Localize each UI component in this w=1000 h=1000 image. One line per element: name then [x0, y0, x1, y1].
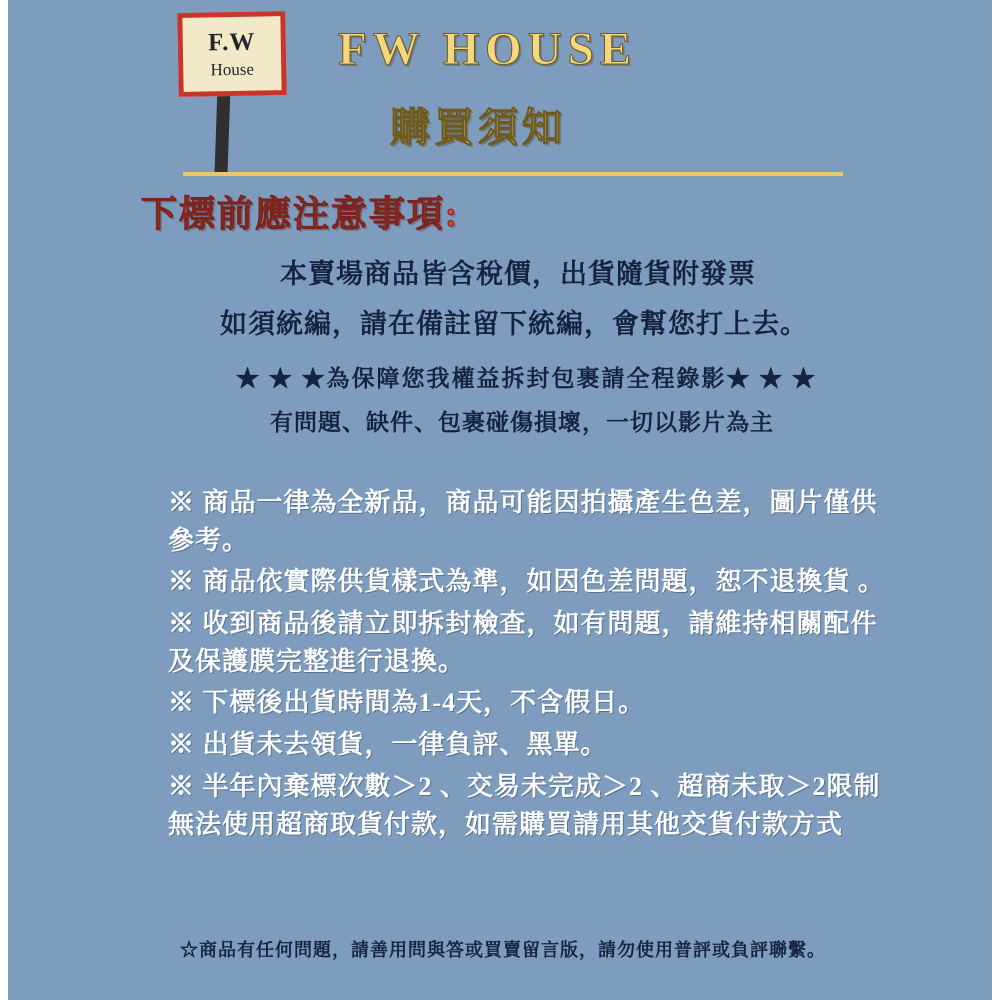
logo-house-text: House	[210, 59, 255, 80]
list-item: ※ 商品依實際供貨樣式為準，如因色差問題，恕不退換貨 。	[168, 567, 886, 597]
list-item: ※ 半年內棄標次數＞2 、交易未完成＞2 、超商未取＞2限制無法使用超商取貨付款，如需購買請用其他交貨付款方式	[168, 771, 881, 839]
notice-invoice: 如須統編，請在備註留下統編，會幫您打上去。	[220, 309, 808, 339]
notice-recording: ★ ★ ★為保障您我權益拆封包裹請全程錄影★ ★ ★	[236, 366, 817, 391]
list-item: ※ 商品一律為全新品，商品可能因拍攝產生色差，圖片僅供參考。	[168, 488, 878, 555]
logo-post-icon	[215, 88, 231, 173]
header-divider	[183, 172, 843, 176]
logo-fw-text: F.W	[207, 28, 256, 57]
list-item: ※ 下標後出貨時間為1-4天，不含假日。	[168, 688, 646, 718]
notice-tax: 本賣場商品皆含稅價，出貨隨貨附發票	[280, 259, 756, 289]
notice-bullet-list	[168, 484, 888, 847]
page-title: FW HOUSE	[338, 23, 638, 75]
section-heading: 下標前應注意事項:	[141, 194, 459, 234]
notice-canvas	[8, 0, 992, 1000]
list-item: ※ 收到商品後請立即拆封檢查，如有問題，請維持相關配件及保護膜完整進行退換。	[168, 609, 878, 676]
footer-note: ☆商品有任何問題，請善用問與答或買賣留言版，請勿使用普評或負評聯繫。	[180, 940, 826, 960]
list-item: ※ 出貨未去領貨，一律負評、黑單。	[168, 730, 608, 760]
logo-board	[177, 11, 286, 97]
brand-logo	[168, 8, 298, 168]
page-subtitle: 購買須知	[390, 105, 566, 150]
notice-issue: 有問題、缺件、包裹碰傷損壞，一切以影片為主	[270, 410, 774, 435]
